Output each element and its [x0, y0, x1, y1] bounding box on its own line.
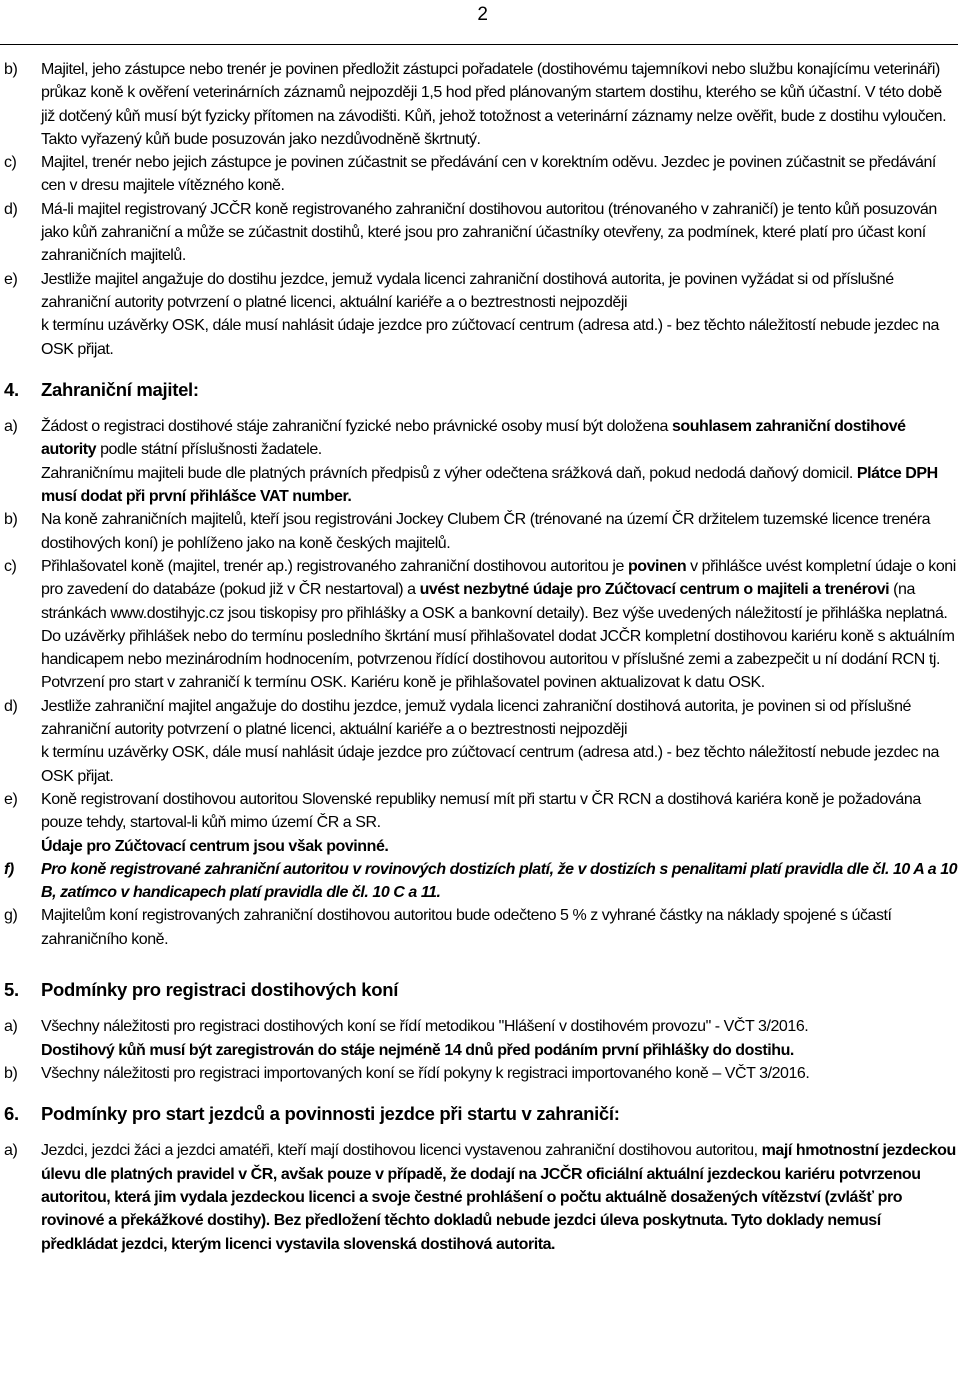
list-item: [4, 695, 959, 788]
list-item: [4, 198, 959, 268]
list-item: [4, 904, 959, 951]
list-marker: d): [4, 697, 18, 715]
paragraph: [41, 1062, 959, 1085]
list-marker: d): [4, 200, 18, 218]
list-item: [4, 1015, 959, 1062]
paragraph: [41, 788, 959, 835]
list-marker: c): [4, 154, 17, 172]
text-run: k termínu uzávěrky OSK, dále musí nahlásit údaje jezdce pro zúčtovací centrum (adresa atd.) - bez těchto náležitostí nebude jezdec na OSK přijat.: [41, 317, 939, 358]
section-heading: [4, 1102, 959, 1125]
paragraph: [41, 904, 959, 951]
section-number: 5.: [4, 978, 19, 1000]
paragraph: [41, 1015, 959, 1038]
section-number: 6.: [4, 1103, 19, 1125]
list-item: [4, 508, 959, 555]
section-title: Podmínky pro start jezdců a povinnosti jezdce při startu v zahraničí:: [41, 1103, 620, 1125]
list-marker: c): [4, 557, 17, 575]
text-run: Zahraničnímu majiteli bude dle platných právních předpisů z výher odečtena srážková daň, pokud nedodá daňový domicil.: [41, 464, 857, 482]
text-run: uvést nezbytné údaje pro Zúčtovací centrum o majiteli a trenérovi: [419, 581, 890, 599]
list-item: [4, 788, 959, 858]
text-run: povinen: [627, 557, 687, 575]
paragraph: [41, 268, 959, 315]
text-run: Majitelům koní registrovaných zahraniční dostihovou autoritou bude odečteno 5 % z vyhrané částky na náklady spojené s účastí zahraničního koně.: [41, 907, 892, 948]
list-marker: e): [4, 790, 18, 808]
text-run: Má-li majitel registrovaný JCČR koně registrovaného zahraniční dostihovou autoritou (trénovaného v zahraničí) je tento kůň posuzován jako kůň zahraniční a může se zúčastnit dostihů, které jsou pro zahraniční účastníky otevřeny, za podmínek, které platí pro účast koní zahraničních majitelů.: [41, 200, 937, 265]
list-marker: a): [4, 1142, 18, 1160]
list-marker: b): [4, 511, 18, 529]
list-marker: b): [4, 1064, 18, 1082]
list-marker: g): [4, 907, 18, 925]
text-run: souhlasem zahraniční dostihové autority: [41, 418, 906, 459]
list-marker: b): [4, 61, 18, 78]
text-run: (na stránkách www.dostihyjc.cz jsou tiskopisy pro přihlášky a OSK a bankovní detaily). Bez výše uvedených náležitostí je přihláška neplatná. Do uzávěrky přihlášek nebo do termínu posledního škrtání musí přihlašovatel dodat JCČR kompletní dostihovou kariéru koně s aktuálním handicapem nebo mezinárodním hodnocením, potvrzenou řídící dostihovou autoritou v příslušné zemi a zabezpečit u ní dodání RCN tj. Potvrzení pro start v zahraničí k termínu OSK. Kariéru koně je přihlašovatel povinen aktualizovat k datu OSK.: [41, 581, 955, 692]
header-rule: [0, 44, 958, 45]
paragraph: [41, 58, 959, 151]
text-run: Na koně zahraničních majitelů, kteří jsou registrováni Jockey Clubem ČR (trénované na území ČR držitelem tuzemské licence trenéra dostihových koní) je pohlíženo jako na koně českých majitelů.: [41, 511, 931, 552]
section-number: 4.: [4, 378, 19, 400]
paragraph: [41, 858, 959, 905]
paragraph: [41, 508, 959, 555]
text-run: Koně registrovaní dostihovou autoritou Slovenské republiky nemusí mít při startu v ČR RCN a dostihová kariéra koně je požadována pouze tehdy, startoval-li kůň mimo území ČR a SR.: [41, 790, 921, 832]
list-item: [4, 415, 959, 508]
section-heading: [4, 378, 959, 401]
paragraph: [41, 695, 959, 742]
list-item: [4, 268, 959, 361]
paragraph: [41, 415, 959, 462]
paragraph: [41, 314, 959, 361]
text-run: Majitel, trenér nebo jejich zástupce je povinen zúčastnit se předávání cen v korektním oděvu. Jezdec je povinen zúčastnit se předávání cen v dresu majitele vítězného koně.: [41, 154, 936, 195]
text-run: mají hmotnostní jezdeckou úlevu dle platných pravidel v ČR, avšak pouze v případě, že dodají na JCČR oficiální aktuální jezdeckou kariéru potvrzenou autoritou, která jim vydala jezdeckou licenci a svoje čestné prohlášení o počtu aktuálně dosažených vítězství (zvlášť pro rovinové a překážkové dostihy). Bez předložení těchto dokladů nebude jezdci úleva poskytnuta. Tyto doklady nemusí předkládat jezdci, kterým licenci vystavila slovenská dostihová autorita.: [41, 1142, 956, 1253]
list-marker: e): [4, 270, 18, 288]
section-title: Zahraniční majitel:: [41, 378, 199, 400]
list-item: [4, 555, 959, 695]
text-run: k termínu uzávěrky OSK, dále musí nahlásit údaje jezdce pro zúčtovací centrum (adresa atd.) - bez těchto náležitostí nebude jezdec na OSK přijat.: [41, 744, 939, 785]
text-run: Žádost o registraci dostihové stáje zahraniční fyzické nebo právnické osoby musí být doložena: [41, 418, 672, 436]
paragraph: [41, 555, 959, 695]
text-run: Jestliže majitel angažuje do dostihu jezdce, jemuž vydala licenci zahraniční dostihová autorita, je povinen vyžádat si od příslušné zahraniční autority potvrzení o platné licenci, aktuální kariéře a o beztrestnosti nejpozději: [41, 270, 894, 311]
list-marker: a): [4, 1018, 18, 1036]
paragraph: [41, 835, 959, 858]
list-item: [4, 1139, 959, 1255]
list-item: [4, 1062, 959, 1085]
page-number: 2: [477, 4, 488, 25]
paragraph: [41, 1139, 959, 1255]
list-marker: f): [4, 860, 14, 878]
list-item: [4, 151, 959, 198]
paragraph: [41, 1039, 959, 1062]
paragraph: [41, 151, 959, 198]
document-body: [4, 58, 959, 1256]
text-run: Přihlašovatel koně (majitel, trenér ap.) registrovaného zahraniční dostihovou autoritou je: [41, 557, 628, 575]
text-run: Údaje pro Zúčtovací centrum jsou však povinné.: [41, 837, 389, 855]
text-run: podle státní příslušnosti žadatele.: [96, 441, 322, 459]
text-run: Pro koně registrované zahraniční autoritou v rovinových dostizích platí, že v dostizích s penalitami platí pravidla dle čl. 10 A a 10 B, zatímco v handicapech platí pravidla dle čl. 10 C a 11.: [41, 860, 958, 902]
paragraph: [41, 741, 959, 788]
text-run: Majitel, jeho zástupce nebo trenér je povinen předložit zástupci pořadatele (dostihovému tajemníkovi nebo službu konajícímu veterináři) průkaz koně k ověření veterinárních záznamů nejpozději 1,5 hod před plánovaným startem dostihu, kterého se kůň účastní. V této době již dotčený kůň musí být fyzicky přítomen na závodišti. Kůň, jehož totožnost a veterinární záznamy nelze ověřit, bude z dostihu vyloučen. Takto vyřazený kůň bude posuzován jako nezdůvodněně škrtnutý.: [41, 61, 947, 148]
list-item: [4, 58, 959, 151]
list-item: [4, 858, 959, 905]
section-title: Podmínky pro registraci dostihových koní: [41, 978, 399, 1000]
text-run: Všechny náležitosti pro registraci importovaných koní se řídí pokyny k registraci importovaného koně – VČT 3/2016.: [41, 1064, 810, 1082]
text-run: Plátce DPH musí dodat při první přihlášce VAT number.: [41, 464, 938, 506]
text-run: Jestliže zahraniční majitel angažuje do dostihu jezdce, jemuž vydala licenci zahraniční dostihová autorita, je povinen si od příslušné zahraniční autority potvrzení o platné licenci, aktuální kariéře a o beztrestnosti nejpozději: [41, 697, 911, 739]
paragraph: [41, 462, 959, 509]
list-marker: a): [4, 418, 18, 436]
text-run: v přihlášce uvést kompletní údaje o koni pro zavedení do databáze (pokud již v ČR nestartoval) a: [41, 557, 956, 599]
text-run: Dostihový kůň musí být zaregistrován do stáje nejméně 14 dnů před podáním první přihlášky do dostihu.: [41, 1041, 794, 1059]
section-heading: [4, 978, 959, 1001]
text-run: Jezdci, jezdci žáci a jezdci amatéři, kteří mají dostihovou licenci vystavenou zahraniční dostihovou autoritou,: [41, 1142, 762, 1160]
paragraph: [41, 198, 959, 268]
text-run: Všechny náležitosti pro registraci dostihových koní se řídí metodikou "Hlášení v dostihovém provozu" - VČT 3/2016.: [41, 1018, 809, 1036]
